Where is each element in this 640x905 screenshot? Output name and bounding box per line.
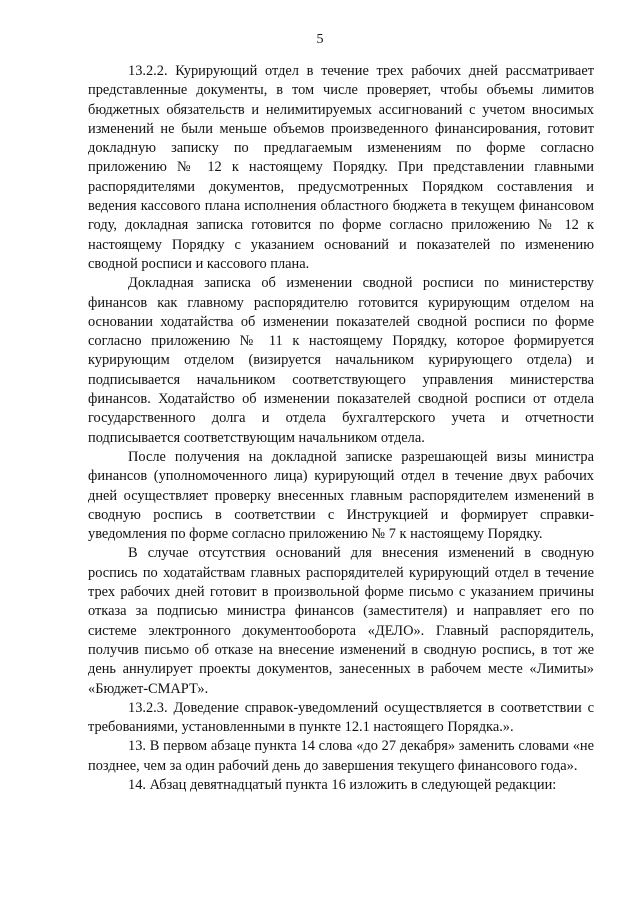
paragraph-item-13: 13. В первом абзаце пункта 14 слова «до 27 декабря» заменить словами «не позднее, чем за один рабочий день до завершения текущего финансового года». [88,738,594,774]
paragraph-13-2-3: 13.2.3. Доведение справок-уведомлений осуществляется в соответствии с требованиями, установленными в пункте 12.1 настоящего Порядка.». [88,699,594,736]
paragraph-item-14: 14. Абзац девятнадцатый пункта 16 изложить в следующей редакции: [128,776,557,793]
document-body [88,62,594,795]
page-number: 5 [316,32,324,47]
paragraph-refusal: В случае отсутствия оснований для внесения изменений в сводную роспись по ходатайствам главных распорядителей курирующий отдел в течение трех рабочих дней готовит в произвольной форме письмо с указанием причины отказа за подписью министра финансов (заместителя) и направляет его по системе электронного документооборота «ДЕЛО». Главный распорядитель, получив письмо об отказе на внесение изменений в сводную роспись, в тот же день аннулирует проекты документов, занесенных в рабочем месте «Лимиты» «Бюджет-СМАРТ». [88,545,594,697]
paragraph-after-visa: После получения на докладной записке разрешающей визы министра финансов (уполномоченного лица) курирующий отдел в течение двух рабочих дней осуществляет проверку внесенных главным распорядителем изменений в сводную роспись в соответствии с Инструкцией и формирует справки-уведомления по форме согласно приложению № 7 к настоящему Порядку. [88,448,594,543]
paragraph-memo-ministry: Докладная записка об изменении сводной росписи по министерству финансов как главному распорядителю готовится курирующим отделом на основании ходатайства об изменении показателей сводной росписи по форме согласно приложению № 11 к настоящему Порядку, которое формируется курирующим отделом (визируется начальником курирующего отдела) и подписывается начальником соответствующего управления министерства финансов. Ходатайство об изменении показателей сводной росписи от отдела государственного долга и отдела бухгалтерского учета и отчетности подписывается соответствующим начальником отдела. [88,275,594,446]
paragraph-13-2-2: 13.2.2. Курирующий отдел в течение трех рабочих дней рассматривает представленные документы, в том числе проверяет, чтобы объемы лимитов бюджетных обязательств и нелимитируемых ассигнований с учетом вносимых изменений не были меньше объемов произведенного финансирования, готовит докладную записку по предлагаемым изменениям по форме согласно приложению № 12 к настоящему Порядку. При представлении главными распорядителями документов, предусмотренных Порядком составления и ведения кассового плана исполнения областного бюджета в текущем финансовом году, докладная записка готовится по форме согласно приложению № 12 к настоящему Порядку с указанием оснований и показателей по изменению сводной росписи и кассового плана. [88,63,594,272]
